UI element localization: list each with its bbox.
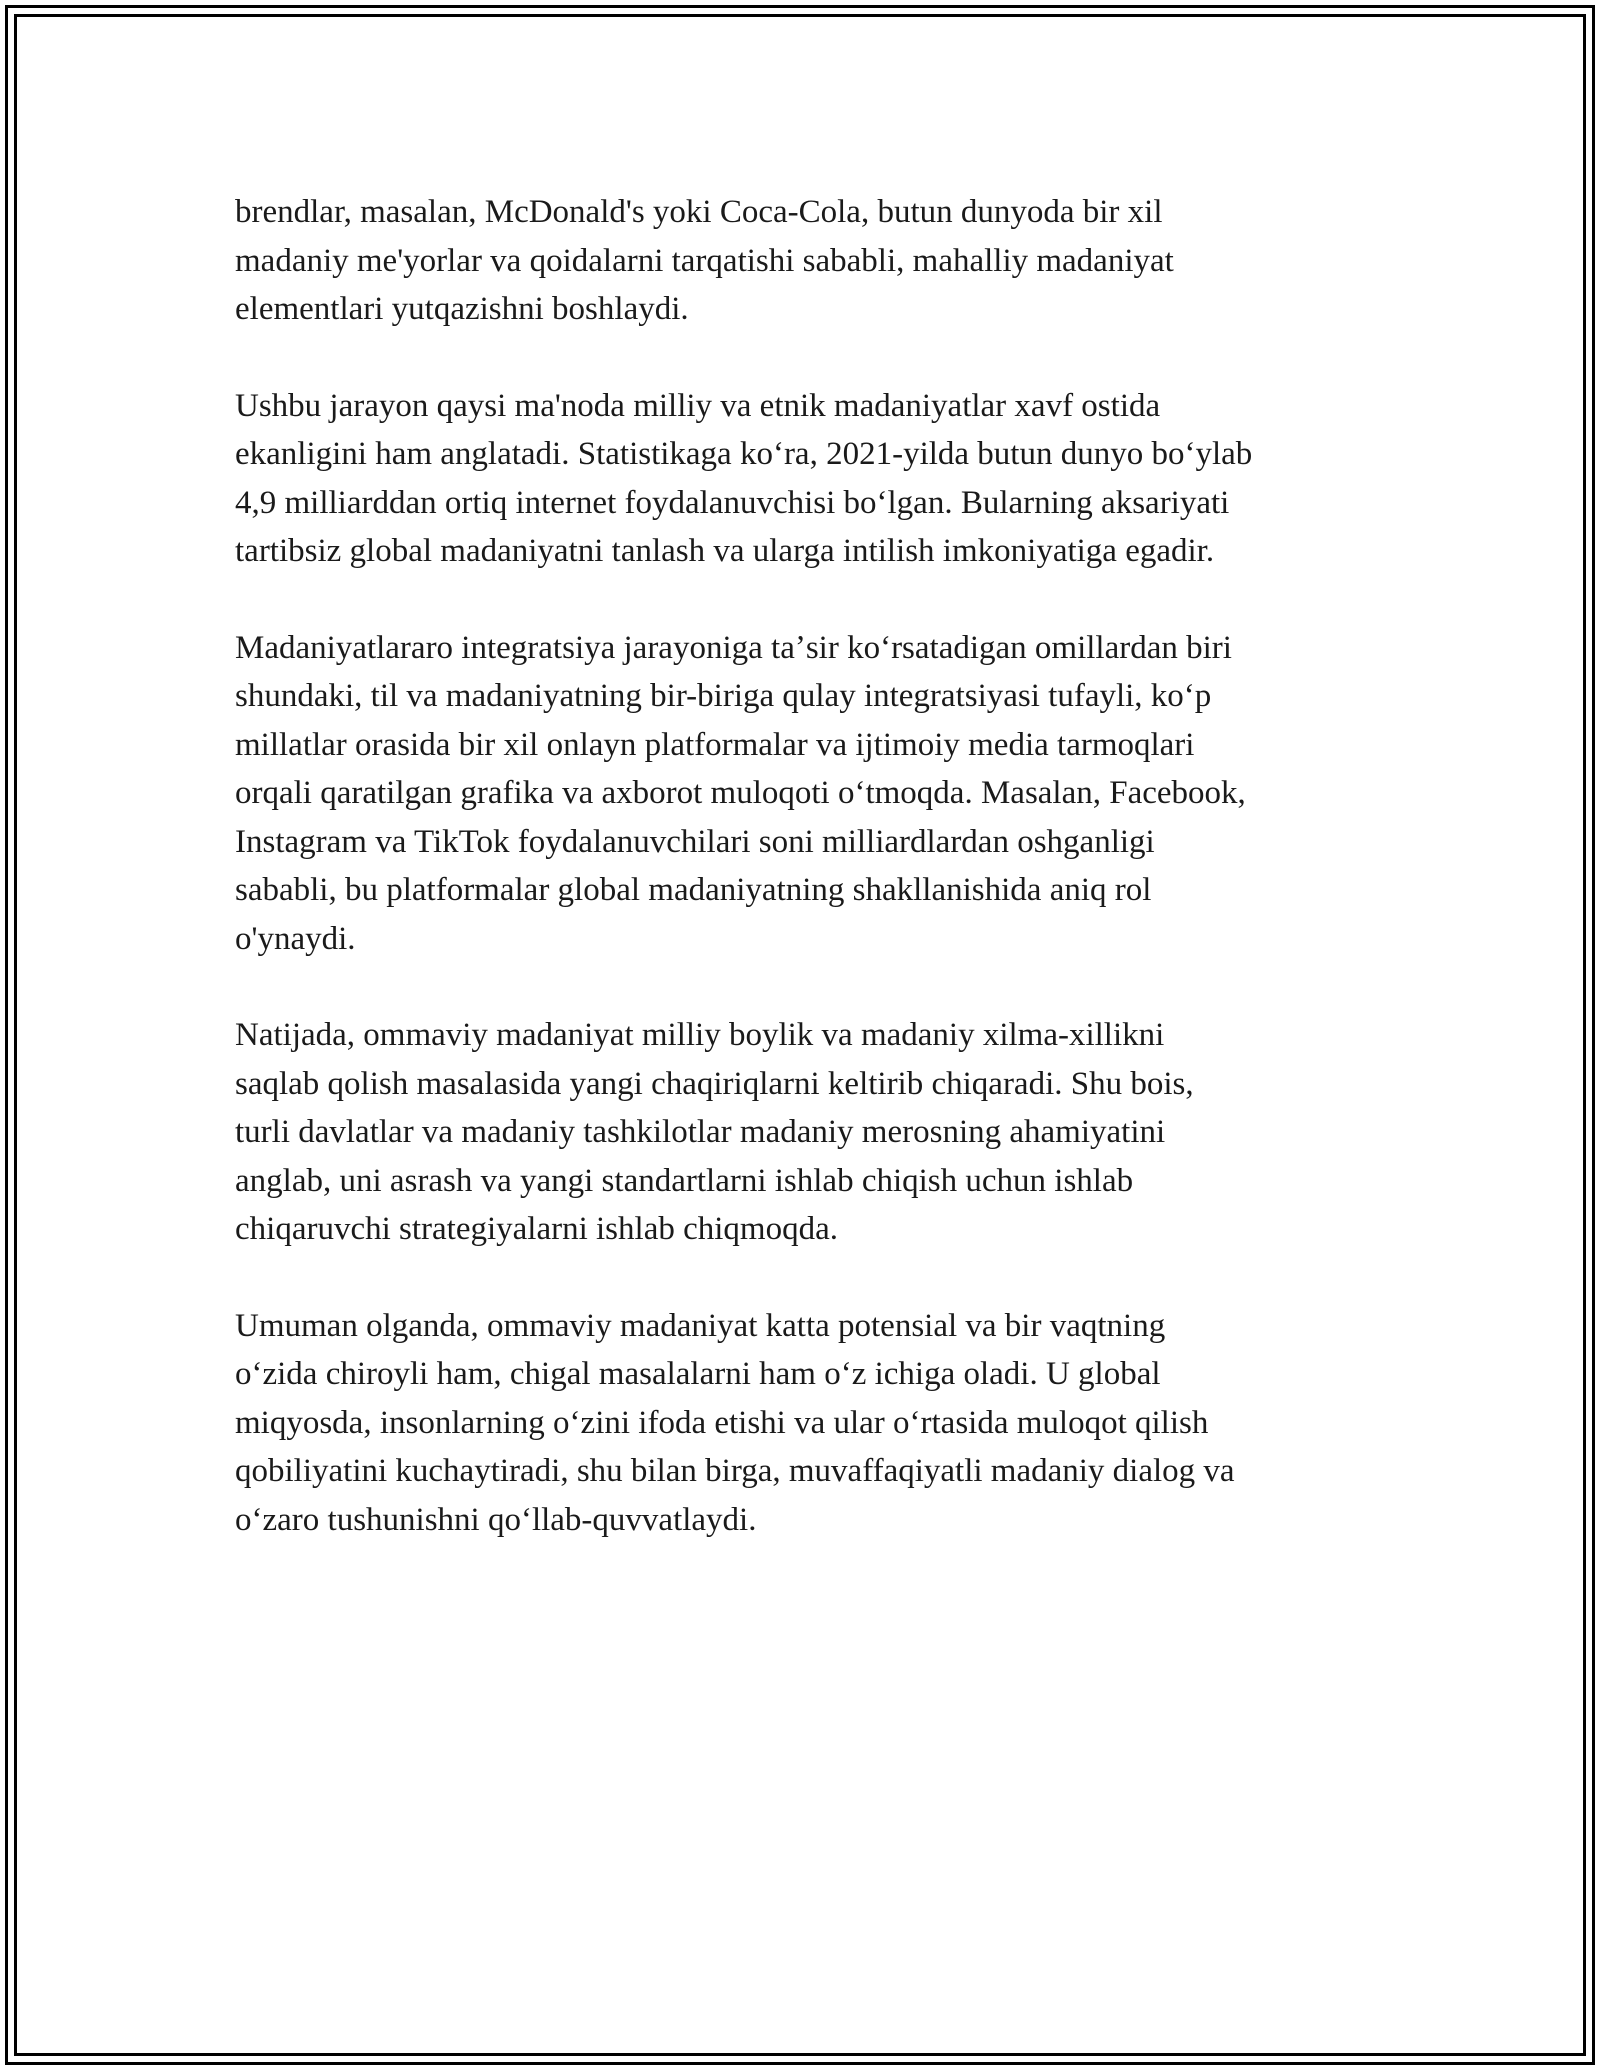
- document-body: [235, 188, 1375, 1592]
- paragraph-1: brendlar, masalan, McDonald's yoki Coca-Cola, butun dunyoda bir xil madaniy me'yorlar va qoidalarni tarqatishi sababli, mahalliy madaniyat elementlari yutqazishni boshlaydi.: [235, 194, 1174, 327]
- paragraph-2: Ushbu jarayon qaysi ma'noda milliy va etnik madaniyatlar xavf ostida ekanligini ham anglatadi. Statistikaga koʻra, 2021-yilda butun dunyo boʻylab 4,9 milliarddan ortiq internet foydalanuvchisi boʻlgan. Bularning aksariyati tartibsiz global madaniyatni tanlash va ularga intilish imkoniyatiga egadir.: [235, 387, 1253, 569]
- paragraph-3: Madaniyatlararo integratsiya jarayoniga taʼsir koʻrsatadigan omillardan biri shundaki, til va madaniyatning bir-biriga qulay integratsiyasi tufayli, koʻp millatlar orasida bir xil onlayn platformalar va ijtimoiy media tarmoqlari orqali qaratilgan grafika va axborot muloqoti oʻtmoqda. Masalan, Facebook, Instagram va TikTok foydalanuvchilari soni milliardlardan oshganligi sababli, bu platformalar global madaniyatning shakllanishida aniq rol o'ynaydi.: [235, 629, 1246, 957]
- paragraph-5: Umuman olganda, ommaviy madaniyat katta potensial va bir vaqtning oʻzida chiroyli ham, chigal masalalarni ham oʻz ichiga oladi. U global miqyosda, insonlarning oʻzini ifoda etishi va ular oʻrtasida muloqot qilish qobiliyatini kuchaytiradi, shu bilan birga, muvaffaqiyatli madaniy dialog va oʻzaro tushunishni qoʻllab-quvvatlaydi.: [235, 1307, 1235, 1538]
- paragraph-4: Natijada, ommaviy madaniyat milliy boylik va madaniy xilma-xillikni saqlab qolish masalasida yangi chaqiriqlarni keltirib chiqaradi. Shu bois, turli davlatlar va madaniy tashkilotlar madaniy merosning ahamiyatini anglab, uni asrash va yangi standartlarni ishlab chiqish uchun ishlab chiqaruvchi strategiyalarni ishlab chiqmoqda.: [235, 1017, 1194, 1247]
